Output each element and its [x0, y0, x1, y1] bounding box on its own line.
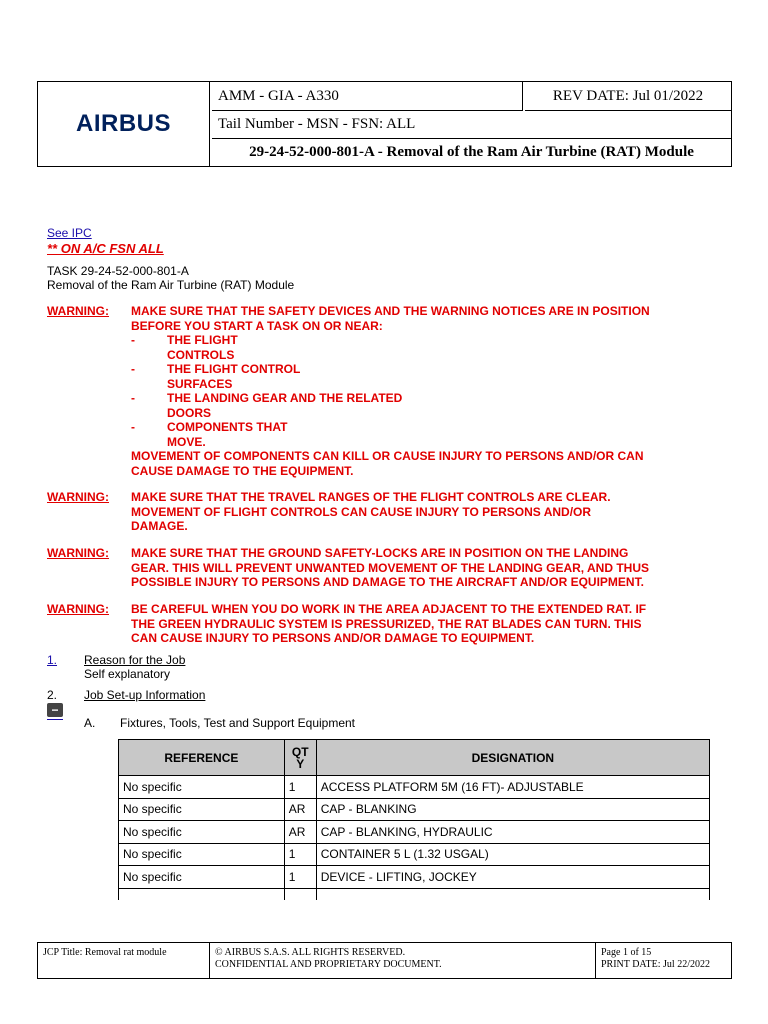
- warning-text: [131, 546, 711, 590]
- applicability-fsn: ** ON A/C FSN ALL: [47, 241, 164, 256]
- collapse-icon[interactable]: −: [47, 703, 63, 717]
- see-ipc-link[interactable]: See IPC: [47, 226, 92, 240]
- step-2-number: 2.: [47, 688, 58, 702]
- warning-label: WARNING:: [47, 546, 109, 560]
- warning-label: WARNING:: [47, 602, 109, 616]
- footer-jcp-title: JCP Title: Removal rat module: [38, 943, 210, 978]
- table-row: [119, 866, 710, 889]
- cell-reference: No specific: [119, 821, 285, 844]
- tail-number: Tail Number - MSN - FSN: ALL: [212, 111, 731, 139]
- cell-designation: ACCESS PLATFORM 5M (16 FT)- ADJUSTABLE: [316, 776, 709, 799]
- warning-text: [131, 490, 711, 534]
- cell-qty: AR: [284, 821, 316, 844]
- cell-designation: CONTAINER 5 L (1.32 USGAL): [316, 843, 709, 866]
- table-row: [119, 798, 710, 821]
- cell-qty: [284, 888, 316, 900]
- warning-line: MAKE SURE THAT THE TRAVEL RANGES OF THE FLIGHT CONTROLS ARE CLEAR.: [131, 490, 611, 504]
- step-1-link[interactable]: 1.: [47, 653, 58, 667]
- header-designation: DESIGNATION: [316, 740, 709, 776]
- page-number: Page 1 of 15: [601, 947, 652, 958]
- table-row: [119, 776, 710, 799]
- warning-line: CAUSE DAMAGE TO THE EQUIPMENT.: [131, 463, 354, 478]
- cell-qty: 1: [284, 776, 316, 799]
- table-row: [119, 843, 710, 866]
- warning-line: BE CAREFUL WHEN YOU DO WORK IN THE AREA ADJACENT TO THE EXTENDED RAT. IF: [131, 602, 647, 616]
- copyright-line: © AIRBUS S.A.S. ALL RIGHTS RESERVED.: [215, 947, 406, 958]
- warning-label: WARNING:: [47, 304, 109, 318]
- cell-designation: CAP - BLANKING, HYDRAULIC: [316, 821, 709, 844]
- document-header: [37, 81, 732, 167]
- warning-line: POSSIBLE INJURY TO PERSONS AND DAMAGE TO THE AIRCRAFT AND/OR EQUIPMENT.: [131, 575, 644, 589]
- section-a-label: Fixtures, Tools, Test and Support Equipment: [120, 716, 356, 730]
- bullet-dash: -: [131, 420, 135, 434]
- header-task-title: 29-24-52-000-801-A - Removal of the Ram Air Turbine (RAT) Module: [249, 144, 694, 160]
- step-1-detail: Self explanatory: [84, 667, 171, 681]
- warning-label: WARNING:: [47, 490, 109, 504]
- warning-text: [131, 602, 711, 646]
- warning-line: THE GREEN HYDRAULIC SYSTEM IS PRESSURIZED, THE RAT BLADES CAN TURN. THIS: [131, 616, 642, 631]
- header-qty: QT Y: [284, 740, 316, 776]
- bullet-item: THE LANDING GEAR AND THE RELATED DOORS: [167, 391, 403, 420]
- warning-line: GEAR. THIS WILL PREVENT UNWANTED MOVEMENT OF THE LANDING GEAR, AND THUS: [131, 560, 650, 575]
- task-title: Removal of the Ram Air Turbine (RAT) Module: [47, 278, 295, 292]
- cell-reference: No specific: [119, 866, 285, 889]
- bullet-item: THE FLIGHT CONTROL SURFACES: [167, 362, 301, 391]
- step-1-label: Reason for the Job: [84, 653, 186, 667]
- cell-qty: 1: [284, 843, 316, 866]
- warning-line: BEFORE YOU START A TASK ON OR NEAR:: [131, 318, 383, 333]
- cell-designation: CAP - BLANKING: [316, 798, 709, 821]
- warning-line: DAMAGE.: [131, 519, 188, 533]
- warning-line: MOVEMENT OF FLIGHT CONTROLS CAN CAUSE INJURY TO PERSONS AND/OR: [131, 504, 592, 519]
- footer-page-info: [596, 943, 730, 978]
- logo-cell: [38, 82, 210, 166]
- warning-line: MAKE SURE THAT THE GROUND SAFETY-LOCKS ARE IN POSITION ON THE LANDING: [131, 546, 629, 560]
- header-reference: REFERENCE: [119, 740, 285, 776]
- cell-reference: No specific: [119, 776, 285, 799]
- airbus-logo: AIRBUS: [75, 110, 171, 137]
- print-date: PRINT DATE: Jul 22/2022: [601, 959, 710, 970]
- table-header-row: [119, 740, 710, 776]
- bullet-dash: -: [131, 362, 135, 376]
- document-footer: [37, 942, 732, 979]
- table-row: [119, 888, 710, 900]
- footer-copyright: [210, 943, 596, 978]
- warning-line: MAKE SURE THAT THE SAFETY DEVICES AND THE WARNING NOTICES ARE IN POSITION: [131, 304, 650, 318]
- cell-reference: [119, 888, 285, 900]
- cell-qty: AR: [284, 798, 316, 821]
- section-a-letter: A.: [84, 716, 96, 730]
- revision-date: REV DATE: Jul 01/2022: [525, 82, 731, 111]
- cell-reference: No specific: [119, 798, 285, 821]
- collapse-underline: [47, 719, 63, 720]
- table-row: [119, 821, 710, 844]
- step-2-label: Job Set-up Information: [84, 688, 206, 702]
- cell-qty: 1: [284, 866, 316, 889]
- cell-designation: DEVICE - LIFTING, JOCKEY: [316, 866, 709, 889]
- cell-reference: No specific: [119, 843, 285, 866]
- tools-table: [118, 739, 710, 900]
- bullet-item: THE FLIGHT CONTROLS: [167, 333, 238, 362]
- bullet-item: COMPONENTS THAT MOVE.: [167, 420, 288, 449]
- warning-line: MOVEMENT OF COMPONENTS CAN KILL OR CAUSE INJURY TO PERSONS AND/OR CAN: [131, 449, 644, 463]
- cell-designation: [316, 888, 709, 900]
- bullet-dash: -: [131, 333, 135, 347]
- task-code: TASK 29-24-52-000-801-A: [47, 264, 189, 278]
- warning-line: CAN CAUSE INJURY TO PERSONS AND/OR DAMAGE TO EQUIPMENT.: [131, 631, 535, 645]
- warning-text: [131, 304, 711, 333]
- warning-text: [131, 449, 711, 478]
- bullet-dash: -: [131, 391, 135, 405]
- manual-reference: AMM - GIA - A330: [212, 82, 523, 111]
- confidential-line: CONFIDENTIAL AND PROPRIETARY DOCUMENT.: [215, 959, 442, 970]
